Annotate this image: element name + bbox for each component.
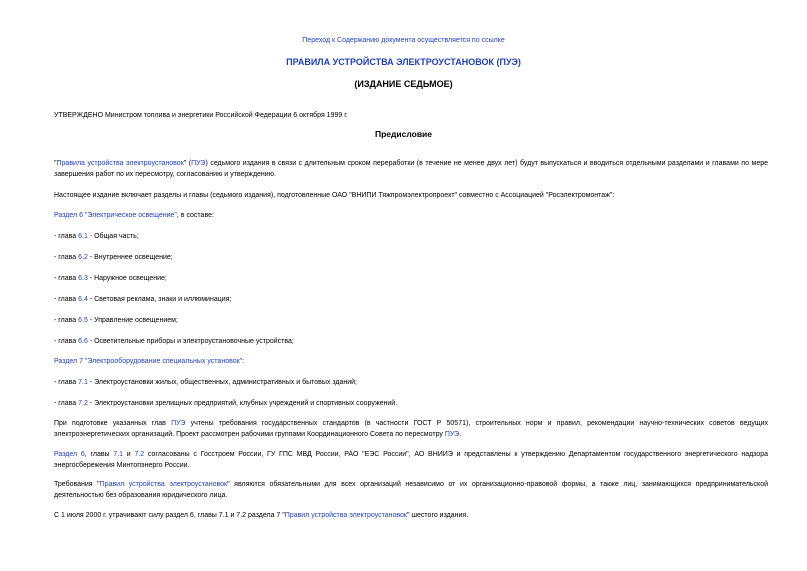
p5-a: Требования "	[54, 481, 100, 488]
chapter-link[interactable]: 7.2	[78, 400, 88, 407]
chapter-link[interactable]: 6.1	[78, 233, 88, 240]
chapter-prefix: - глава	[54, 254, 79, 261]
chapter-link[interactable]: 6.4	[78, 296, 88, 303]
p1-mid: " (	[183, 160, 192, 167]
p4-a: , главы	[84, 451, 114, 458]
p1-link-pue[interactable]: ПУЭ	[191, 160, 206, 167]
paragraph-1	[54, 159, 768, 180]
chapter-text: - Общая часть;	[87, 233, 139, 240]
chapter-link[interactable]: 6.3	[78, 275, 88, 282]
p5-b: " являются обязательными для всех организаций независимо от их организационно-правовой формы, а также лиц, занимающихся предпринимательской деятельностью без образования юридического лица.	[54, 481, 768, 499]
list-item	[54, 295, 768, 306]
section-6-line	[54, 211, 768, 222]
p4-b: и	[123, 451, 135, 458]
section-7-rest: :	[242, 358, 245, 365]
paragraph-2: Настоящее издание включает разделы и главы (седьмого издания), подготовленные ОАО "ВНИПИ Тяжпромэлектропроект" совместно с Ассоциацией "Росэлектромонтаж":	[54, 192, 615, 199]
chapter-link[interactable]: 7.1	[78, 379, 88, 386]
chapter-prefix: - глава	[54, 233, 79, 240]
paragraph-5	[54, 480, 768, 501]
chapter-text: - Внутреннее освещение;	[87, 254, 173, 261]
list-item	[54, 337, 768, 348]
section-6-link[interactable]: Раздел 6 "Электрическое освещение"	[54, 212, 177, 219]
p3-link-pue[interactable]: ПУЭ	[171, 420, 186, 427]
p4-link-section6[interactable]: Раздел 6	[54, 451, 85, 458]
p1-link-rules[interactable]: Правила устройства электроустановок	[56, 160, 184, 167]
p5-link-rules[interactable]: Правил устройства электроустановок	[99, 481, 228, 488]
section-7-link[interactable]: Раздел 7 "Электрооборудование специальных установок"	[54, 358, 243, 365]
chapter-link[interactable]: 6.2	[78, 254, 88, 261]
document-title[interactable]: ПРАВИЛА УСТРОЙСТВА ЭЛЕКТРОУСТАНОВОК (ПУЭ)	[286, 57, 521, 67]
chapter-prefix: - глава	[54, 275, 79, 282]
chapter-text: - Световая реклама, знаки и иллюминация;	[87, 296, 232, 303]
p4-link-72[interactable]: 7.2	[134, 451, 145, 458]
p4-c: согласованы с Госстроем России, ГУ ГПС МВД России, РАО "ЕЭС России", АО ВНИИЭ и представлены к утверждению Департаментом государственного энергетического надзора энергосбережения Минтопэнерго России.	[54, 451, 768, 469]
chapter-prefix: - глава	[54, 400, 79, 407]
list-item	[54, 232, 768, 243]
p6-b: " шестого издания.	[406, 512, 469, 519]
p1-q1: "	[54, 160, 57, 167]
section-6-rest: , в составе:	[176, 212, 214, 219]
p1-rest: ) седьмого издания в связи с длительным сроком переработки (в течение не менее двух лет) будут выпускаться и вводиться отдельными разделами и главами по мере завершения работ по их пересмотру, согласованию и утверждению.	[54, 160, 768, 178]
p4-link-71[interactable]: 7.1	[113, 451, 124, 458]
chapter-prefix: - глава	[54, 338, 79, 345]
chapter-prefix: - глава	[54, 296, 79, 303]
list-item	[54, 399, 768, 410]
chapter-text: - Осветительные приборы и электроустановочные устройства;	[87, 338, 294, 345]
paragraph-4	[54, 450, 768, 471]
p3-a: При подготовке указанных глав	[54, 420, 172, 427]
p3-link-pue-2[interactable]: ПУЭ	[444, 430, 460, 438]
list-item	[54, 253, 768, 264]
list-item	[54, 378, 768, 389]
document-subtitle: (ИЗДАНИЕ СЕДЬМОЕ)	[354, 79, 453, 89]
chapter-text: - Электроустановки жилых, общественных, административных и бытовых зданий;	[87, 379, 357, 386]
top-link[interactable]: Переход к Содержанию документа осуществляется по ссылке	[302, 37, 505, 44]
section-7-line	[54, 357, 768, 368]
preface-heading: Предисловие	[374, 129, 433, 139]
chapter-prefix: - глава	[54, 317, 79, 324]
p3-c: .	[459, 430, 462, 438]
chapter-text: - Управление освещением;	[87, 317, 178, 324]
chapter-text: - Наружное освещение;	[87, 275, 167, 282]
p6-link-rules[interactable]: Правил устройства электроустановок	[284, 512, 407, 519]
list-item	[54, 316, 768, 327]
chapter-link[interactable]: 6.6	[78, 338, 88, 345]
paragraph-3	[54, 419, 768, 440]
chapter-link[interactable]: 6.5	[78, 317, 88, 324]
paragraph-6	[54, 511, 768, 522]
p3-b: учтены требования государственных стандартов (в частности ГОСТ Р 50571), строительных норм и правил, рекомендации научно-технических советов ведущих электроэнергетических организаций. Проект рассмотрен рабочими группами Координационного Совета по пересмотру	[54, 420, 769, 438]
p6-a: С 1 июля 2000 г. утрачивают силу раздел 6, главы 7.1 и 7.2 раздела 7 "	[54, 512, 285, 519]
chapter-prefix: - глава	[54, 379, 79, 386]
approved-line: УТВЕРЖДЕНО Министром топлива и энергетики Российской Федерации 6 октября 1999 г.	[54, 112, 348, 119]
chapter-text: - Электроустановки зрелищных предприятий, клубных учреждений и спортивных сооружений.	[87, 400, 398, 407]
list-item	[54, 274, 768, 285]
